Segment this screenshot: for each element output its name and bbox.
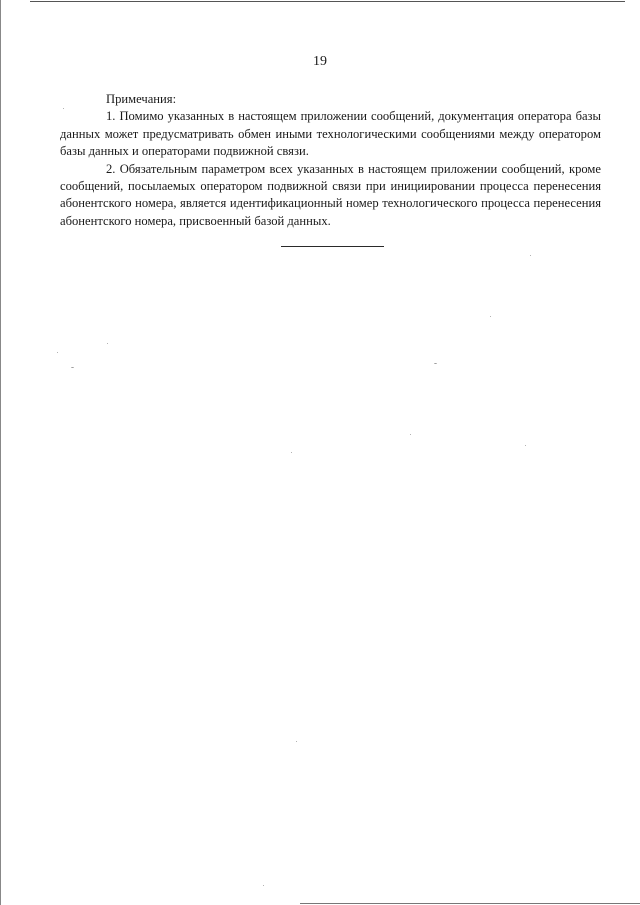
notes-section (60, 91, 601, 230)
scan-speck (530, 255, 531, 256)
page-number: 19 (313, 54, 327, 69)
note-item: 2. Обязательным параметром всех указанных в настоящем приложении сообщений, кроме сообщений, посылаемых оператором подвижной связи при инициировании процесса перенесения абонентского номера, является идентификационный номер технологического процесса перенесения абонентского номера, присвоенный базой данных. (60, 161, 601, 228)
scan-speck (71, 367, 74, 368)
note-item: 1. Помимо указанных в настоящем приложении сообщений, документация оператора базы данных может предусматривать обмен иными технологическими сообщениями между оператором базы данных и операторами подвижной связи. (60, 109, 601, 159)
scan-speck (410, 434, 411, 435)
scan-speck (296, 741, 297, 742)
scan-speck (63, 108, 64, 109)
scan-speck (434, 363, 437, 364)
scan-edge-left (0, 0, 1, 905)
notes-heading: Примечания: (106, 92, 177, 106)
scan-speck (57, 352, 58, 353)
scan-speck (263, 885, 264, 886)
scan-speck (107, 343, 108, 344)
scan-speck (525, 445, 526, 446)
scan-speck (490, 316, 491, 317)
scan-edge-bottom (300, 903, 640, 904)
scan-edge-top (30, 1, 625, 2)
scan-speck (291, 452, 292, 453)
end-divider-line (281, 246, 384, 247)
